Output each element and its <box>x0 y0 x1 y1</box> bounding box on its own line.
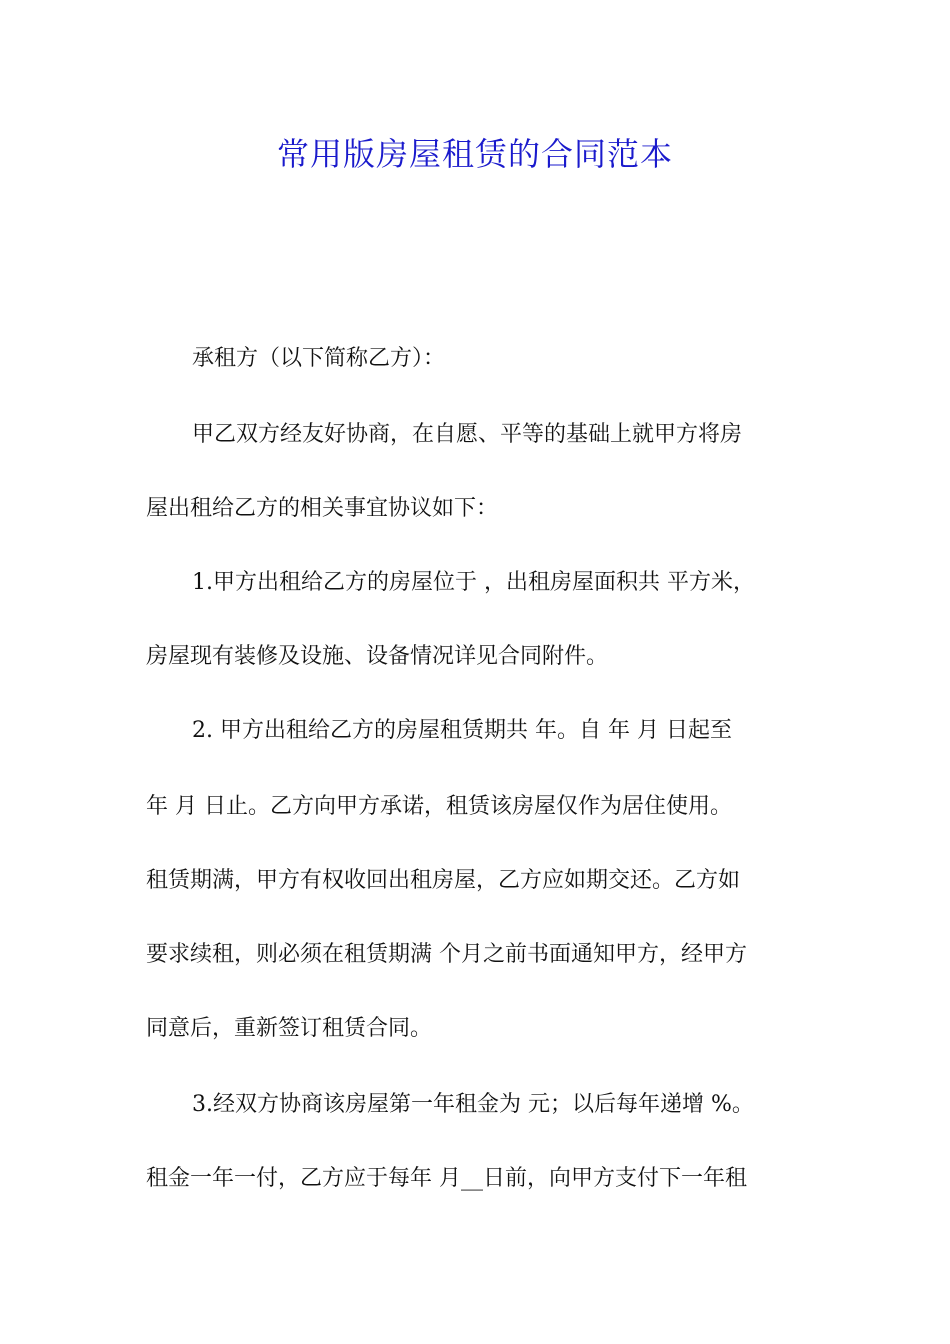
clause-3-line-1: 3.经双方协商该房屋第一年租金为 元；以后每年递增 %。 <box>192 1092 754 1117</box>
party-b-line: 承租方（以下简称乙方）： <box>192 346 446 371</box>
clause-2-line-2: 年 月 日止。乙方向甲方承诺，租赁该房屋仅作为居住使用。 <box>146 794 732 819</box>
clause-2-line-1: 2. 甲方出租给乙方的房屋租赁期共 年。自 年 月 日起至 <box>192 718 732 743</box>
preamble-line-1: 甲乙双方经友好协商，在自愿、平等的基础上就甲方将房 <box>192 422 743 447</box>
clause-1-line-1: 1.甲方出租给乙方的房屋位于 ，出租房屋面积共 平方米， <box>192 570 755 595</box>
clause-1-line-2: 房屋现有装修及设施、设备情况详见合同附件。 <box>146 644 609 669</box>
clause-2-line-4: 要求续租，则必须在租赁期满 个月之前书面通知甲方，经甲方 <box>146 942 747 967</box>
clause-2-line-5: 同意后，重新签订租赁合同。 <box>146 1016 433 1041</box>
clause-3-line-2: 租金一年一付，乙方应于每年 月__日前，向甲方支付下一年租 <box>146 1166 747 1191</box>
document-title: 常用版房屋租赁的合同范本 <box>276 135 673 173</box>
preamble-line-2: 屋出租给乙方的相关事宜协议如下： <box>146 496 499 521</box>
clause-2-line-3: 租赁期满，甲方有权收回出租房屋，乙方应如期交还。乙方如 <box>146 868 741 893</box>
